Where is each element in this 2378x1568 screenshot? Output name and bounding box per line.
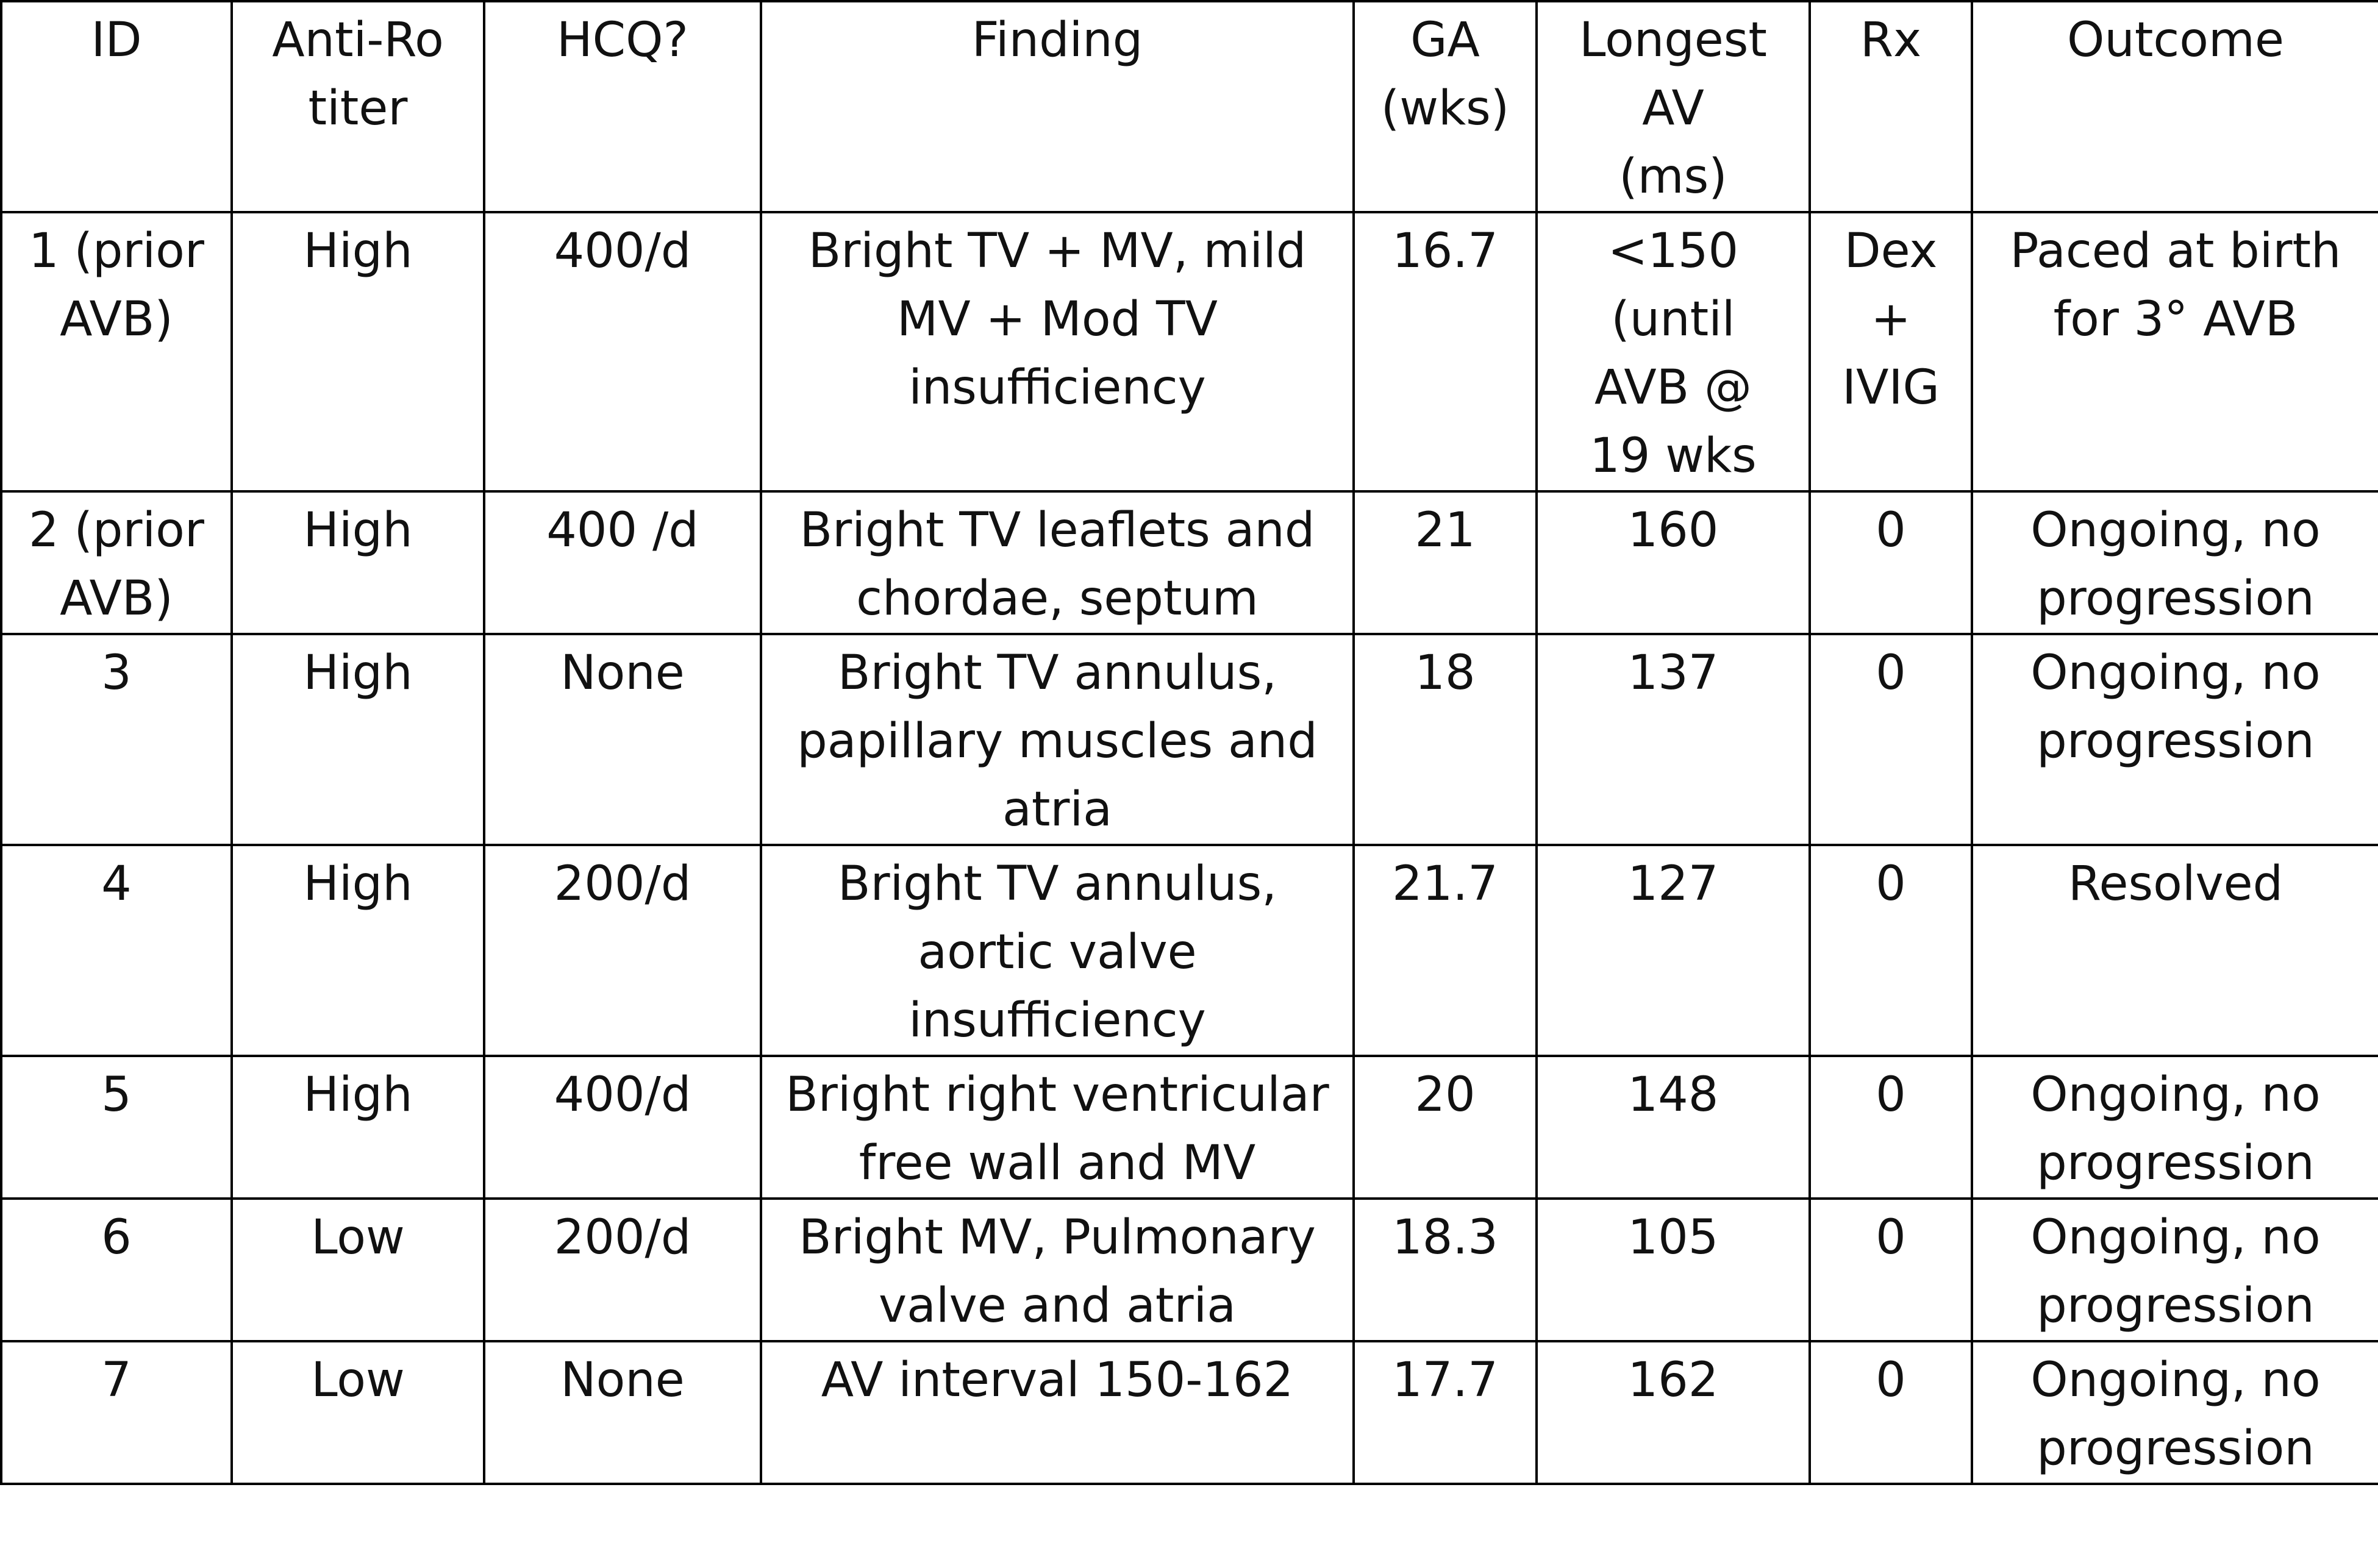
header-row	[1, 1, 2378, 212]
cell-longest-av: 127	[1537, 845, 1810, 1056]
cell-rx: 0	[1810, 1341, 1972, 1484]
cell-ga: 17.7	[1354, 1341, 1537, 1484]
cell-rx: 0	[1810, 1199, 1972, 1341]
table-row	[1, 212, 2378, 491]
cell-rx: 0	[1810, 1056, 1972, 1199]
cell-finding: Bright MV, Pulmonary valve and atria	[761, 1199, 1354, 1341]
cell-ga: 18	[1354, 634, 1537, 845]
cell-outcome: Ongoing, no progression	[1972, 1056, 2378, 1199]
table-row	[1, 491, 2378, 634]
cell-finding: AV interval 150-162	[761, 1341, 1354, 1484]
header-ga: GA (wks)	[1354, 1, 1537, 212]
cell-rx: Dex + IVIG	[1810, 212, 1972, 491]
cell-longest-av: 105	[1537, 1199, 1810, 1341]
cell-ga: 20	[1354, 1056, 1537, 1199]
cell-ga: 21.7	[1354, 845, 1537, 1056]
cell-longest-av: 137	[1537, 634, 1810, 845]
cell-outcome: Paced at birth for 3° AVB	[1972, 212, 2378, 491]
cell-longest-av: 160	[1537, 491, 1810, 634]
header-anti-ro-titer: Anti-Ro titer	[232, 1, 484, 212]
cell-rx: 0	[1810, 491, 1972, 634]
cell-finding: Bright TV leaflets and chordae, septum	[761, 491, 1354, 634]
cell-hcq: None	[484, 1341, 761, 1484]
cell-outcome: Ongoing, no progression	[1972, 491, 2378, 634]
cell-rx: 0	[1810, 845, 1972, 1056]
cell-hcq: 200/d	[484, 845, 761, 1056]
cell-id: 6	[1, 1199, 232, 1341]
cell-ga: 18.3	[1354, 1199, 1537, 1341]
cell-id: 3	[1, 634, 232, 845]
cell-anti-ro-titer: Low	[232, 1341, 484, 1484]
cell-id: 7	[1, 1341, 232, 1484]
header-outcome: Outcome	[1972, 1, 2378, 212]
cell-rx: 0	[1810, 634, 1972, 845]
cell-id: 5	[1, 1056, 232, 1199]
cell-hcq: 400 /d	[484, 491, 761, 634]
cell-finding: Bright right ventricular free wall and MV	[761, 1056, 1354, 1199]
header-hcq: HCQ?	[484, 1, 761, 212]
cell-anti-ro-titer: High	[232, 212, 484, 491]
cell-id: 1 (prior AVB)	[1, 212, 232, 491]
cell-ga: 16.7	[1354, 212, 1537, 491]
cell-finding: Bright TV annulus, papillary muscles and atria	[761, 634, 1354, 845]
table-row	[1, 845, 2378, 1056]
cell-outcome: Ongoing, no progression	[1972, 1341, 2378, 1484]
cell-id: 2 (prior AVB)	[1, 491, 232, 634]
cell-longest-av: 162	[1537, 1341, 1810, 1484]
cell-finding: Bright TV annulus, aortic valve insufficiency	[761, 845, 1354, 1056]
cell-longest-av: 148	[1537, 1056, 1810, 1199]
cell-ga: 21	[1354, 491, 1537, 634]
cell-outcome: Resolved	[1972, 845, 2378, 1056]
cell-hcq: 400/d	[484, 1056, 761, 1199]
cell-hcq: 200/d	[484, 1199, 761, 1341]
cell-anti-ro-titer: High	[232, 491, 484, 634]
cell-outcome: Ongoing, no progression	[1972, 634, 2378, 845]
cell-outcome: Ongoing, no progression	[1972, 1199, 2378, 1341]
cell-anti-ro-titer: Low	[232, 1199, 484, 1341]
table-row	[1, 634, 2378, 845]
cell-hcq: 400/d	[484, 212, 761, 491]
cell-finding: Bright TV + MV, mild MV + Mod TV insufficiency	[761, 212, 1354, 491]
header-finding: Finding	[761, 1, 1354, 212]
table-row	[1, 1056, 2378, 1199]
header-id: ID	[1, 1, 232, 212]
cell-longest-av: <150 (until AVB @ 19 wks	[1537, 212, 1810, 491]
cell-id: 4	[1, 845, 232, 1056]
cell-hcq: None	[484, 634, 761, 845]
table-row	[1, 1341, 2378, 1484]
header-longest-av: Longest AV (ms)	[1537, 1, 1810, 212]
cell-anti-ro-titer: High	[232, 634, 484, 845]
header-rx: Rx	[1810, 1, 1972, 212]
table-row	[1, 1199, 2378, 1341]
cell-anti-ro-titer: High	[232, 1056, 484, 1199]
cell-anti-ro-titer: High	[232, 845, 484, 1056]
